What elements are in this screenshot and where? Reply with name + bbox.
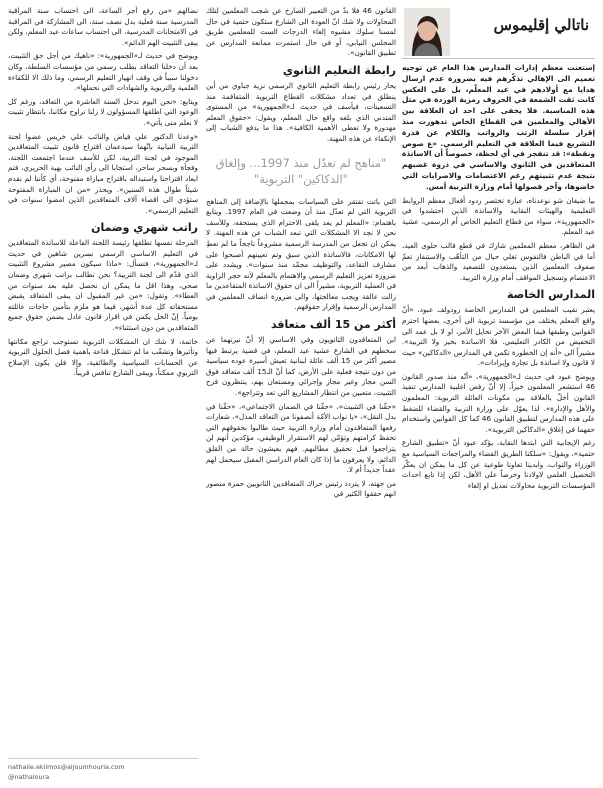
author-box	[402, 6, 595, 59]
body-paragraph: «وعدنا الدكتور علي فياض والنائب علي خريس عضوا لجنة التربية النيابية بانّهما سيدعمان اقتراح قانون تثبيت المتعاقدين الموجود في لجنة التربية، لكن للأسف عندما اجتمعت اللجنة، وفجأة وبسحر ساحر، استجابا الى رأي النائب بهية الحريري، فتم ابعاد اقتراحنا واستبداله باقتراح مباراة مفتوحة، أي كأننا لم نقدم شيئاً طوال هذه السنين». ويحذر «من ان المباراة المفتوحة ستؤدي الى اقصاء آلاف المتعاقدين الذين امضوا سنوات في التعليم الرسمي».	[8, 131, 198, 215]
author-email[interactable]: nathalie.eklimos@aljoumhouria.com	[8, 763, 125, 771]
author-twitter[interactable]: @nathaloura	[8, 773, 50, 781]
column-left	[8, 6, 198, 782]
body-paragraph: خاتمة، لا شك ان المشكلات التربوية تستوجب تراجع مكانتها وتأثيرها وتشعّب ما لم تتشكل قناعة باهمية فصل الحلول التربوية عن الحسابات السياسية والطائفية، وإلا فلن يكون الإصلاح التربوي ممكناً، ويبقى الشارع تنافس قريباً.	[8, 336, 198, 378]
section-heading: رابطة التعليم الثانوي	[282, 63, 396, 77]
body-paragraph: المرحلة نفسها تطلقها رئيسة اللجنة الفاعلة للاساتذة المتعاقدين في التعليم الاساسي الرسمي نسرين شاهين في حديث لـ«الجمهورية»، فتسأل: «ماذا سيكون مصير مشروع التثبيت الذي قدّم الى لجنة التربية؟ نحن نطالب براتب شهري وضمان صحي، وهذا اقل ما يمكن ان نحصل عليه بعد سنوات من العطاء». وتقول: «من غير المقبول ان يبقى المتعاقد يقبض مستحقاته كل عدة أشهر، فيما هو ملزم بتأمين حاجات عائلته يومياً. إنّ الحل يكمن في اقرار قانون عادل يضمن حقوق جميع المتعاقدين من دون استثناء».	[8, 238, 198, 333]
lead-paragraph	[402, 63, 595, 193]
section-heading: أكثر من 15 ألف متعاقد	[270, 318, 396, 332]
newspaper-page	[8, 6, 595, 782]
body-paragraph: التي باتت تفتقر على السياسات بمجملها بالإضافة إلى المناهج التربوية التي لم تعدّل منذ أن وضعت في العام 1997. ويتابع باهتمام: «المعلم لم يعد يلقى الاحترام الذي يستحقه، وللأسف نحن لا نجد الا المشكلات التي تبعد الشباب عن هذه المهنة. لا يمكن ان نجعل من المدرسة الرسمية مشروعاً ناجحاً ما لم نعطِ لها الامكانات، فالاساتذة الذين سبق وتم تعيينهم أصبحوا على مشارف التقاعد، والتوظيف مجمّد منذ سنوات». ويشدد على ضرورة تعزيز التعليم الرسمي والاهتمام بالمعلم لأنه حجر الزاوية في العملية التربوية، مشيراً الى ان حقوق الاساتذة المتقاعدين ما زالت عالقة ويجب معالجتها، والى ضرورة انصاف المعلمين في المدارس الرسمية وإقرار حقوقهم.	[206, 196, 396, 312]
column-middle	[206, 6, 396, 782]
body-paragraph: نضالهم «من رفع أجر الساعة، الى احتساب سنة المراقبة المدرسية سنة فعلية بدل نصف سنة، الى المشاركة في المراقبة في الامتحانات المدرسية، الى احتساب ساعات عيد المعلم، ولكن يبقى التثبيت الهم الدائم».	[8, 6, 198, 47]
body-paragraph: من جهته، لا يتردد رئيس حراك المتعاقدين الثانويين حمزة منصور انهم حققوا الكثير في	[206, 478, 396, 499]
body-paragraph: رغم الإيجابية التي ابتدها النقابة، يؤكد عبود أنّ «تطبيق الشارع حتمية»، ويقول: «سلكنا الطريق القضاء والمراجعات السياسية مع الوزراء والنواب، وابدينا تعاونا طوعية عن كل ما يمكن ان يعكّر التحصيل العلمي لاولادنا وحرصاً على الأهل، لكن إذا تابع احداث المؤسسات التربوية محاولات تعديل او إلغاء	[402, 438, 595, 490]
body-paragraph: القانون 46 فلا بدّ من التعبير الصارخ عن شجب المعلمين لتلك المحاولات ولا شك انّ العودة الى الشارع ستكون حتمية في حال لمسنا سلوك مشبوه إلغاء الدرجات الست للمعلمين طريق المجلس النيابي، أو في حال استمرت ممانعة المدارس عن تطبيق القانون».	[206, 6, 396, 58]
column-right	[402, 6, 595, 782]
right-column-text	[402, 196, 595, 492]
author-portrait	[404, 8, 450, 56]
body-paragraph: ويوضح عبود في حديث لـ«الجمهورية»، «أنّه منذ صدور القانون 46 استشعر المعلمون خيراً، إلا أنّ رفض اغلبية المدارس تنفيذ القانون أخلّ بالعلاقة بين مكونات العائلة التربوية: المعلمون والأهل والإدارة». لذا يعوّل على وزارة التربية والقضاء للضغط على هذه المدارس لتطبيق القانون 46 كما كل القوانين واستخدام حقهما في إغلاق «الدكاكين التربوية».	[402, 371, 595, 434]
body-paragraph: ويتابع: «نحن اليوم ندخل السنة العاشرة من التعاقد، ورغم كل الوعود التي اطلقها المسؤولون لا زلنا نراوح مكاننا، بانتظار تثبيت لا نعلم متى يأتي».	[8, 96, 198, 127]
body-paragraph: ويوضح في حديث لـ«الجمهورية»: «ناهيك من أجل حق التثبيت، بعد أن دخلنا التعاقد بطلب رسمي من مؤسسات السلطة، وكان دخولنا سبباً في وقف انهيار التعليم الرسمي، وما ذلك الا للكفاءة العلمية والتربوية والشهادات التي نحملها».	[8, 51, 198, 93]
body-paragraph: يحار رئيس رابطة التعليم الثانوي الرسمي نزيه جباوي من أين ينطلق في تعداد مشكلات القطاع التربوية المتفاقمة منذ التسعينات، فيأسف في حديث لـ«الجمهورية» من المستوى المتدني الذي بلغه واقع حال المعلم، ويقول: «حقوق المعلم مهدورة ولا تعطى الأهمية الكافية». هذا ما يدفع الشباب إلى الإنكفاء عن هذه المهنة.	[206, 80, 396, 143]
body-paragraph: يعتبر نقيب المعلمين في المدارس الخاصة رودولف عبود، «أنّ واقع المعلم يختلف من مؤسسة تربوية الى أخرى، بعضها احترم القوانين وطبقها فيما البعض الآخر تحايل الأمر، او لا بل عمد الى التخفيض من الكادر التعليمي. فلا الاساتذة بخير ولا التربية». مشيراً الى «أنه إن الخطورة تكمن في المدارس «الدكاكين» حيث لا قانون ولا اساتذة بل تجارة وإيرادات».	[402, 305, 595, 368]
pull-quote: "مناهج لم تعدّل منذ 1997... وإلغاق "الدكاكين" التربوية"	[215, 155, 387, 186]
middle-column-text	[206, 6, 396, 500]
left-column-text	[8, 6, 198, 379]
body-paragraph: «حقّنا في التثبيت»، «حقّنا في الضمان الاجتماعي»، «حقّنا في بدل النقل»، «يا نواب الأمّة أنصفونا من التعاقد المذل»، شعارات رفعها المتعاقدون أمام وزارة التربية حيث طالبوا بحقوقهم التي تحفظ كرامتهم وتؤمّن لهم الاستقرار الوظيفي، مؤكدين أنهم لن يتراجعوا قبل تحقيق مطالبهم. فهم يعيشون حالة من القلق الدائم، ولا يعرفون ما إذا كان العام الدراسي المقبل سيحمل لهم عقداً جديداً أم لا.	[206, 401, 396, 475]
body-paragraph: بيا ضيغان شو نوعدناه، عبارة تختصر ردود أفعال معظم الروابط التعليمية والهيئات النقابية والاساتذة الذين احتشدوا في «الجمهورية»، سواء من قطاع التعليم الخاص أم الرسمي، عشية عيد المعلم.	[402, 195, 595, 237]
author-contact	[8, 758, 198, 782]
body-paragraph: ابن المتعاقدون الثانويون وفي الاساسي إلا أنّ نبرتهما عن سخطهم في الشارع عشية عيد المعلم، في قضية يرتبط فيها مصير أكثر من 15 ألف عائلة لبنانية تعيش أسيرة عوده سياسية من دون نتيجة فعلية على الأرض، كما أنّ الـ15 ألف متعاقد فوق السن مجاز وغير مجاز وإجرائي ومستعان بهم، ينتظرون فرح التثبيت، متعبين من انتظار المشاريع التي تعد وتتراجع».	[206, 335, 396, 398]
section-heading: المدارس الخاصة	[507, 288, 595, 302]
lead-text: إستغنت معظم إدارات المدارس هذا العام عن توجيه تعميم الى الإهالي تذكّرهم فيه بضرورة عدم ارسال هدايا مع أولادهم في عيد المعلّم، بل على العكس كانت ثقت الشمعة في الحروف رمزية الوردة في مثل هذه المناسبة. فلا يخفى على احد ان العلاقة بين الأهالي والمعلمين في القطاع الخاص تدهورت منذ إقرار سلسلة الرتب والرواتب والكلام عن قدرة التشريع فيما العلاقة في التعليم الرسمي. «ع صوص ونقطة»: قد تنفجر في أي لحظة، خصوصاً أن الاساتذة المتعاقدين في الثانوي والاساسي في ذروة غضبهم نتيجة عدم تثبيتهم رغم الاعتصامات والاضرابات التي خاضوها، وآخر فصولها أمام وزارة التربية أمس.	[402, 63, 595, 191]
body-paragraph: في الظاهر، معظم المعلمين شارك في قطع قالب حلوى العيد، أما في الباطن فالنفوس تغلي حيال من التأهّب والاستنفار تعمّ صفوف المعلمين الذين يستعدون للتصعيد والذهاب أبعد من الاعتصام وتسجيل المواقف أمام وزارة التربية.	[402, 240, 595, 282]
section-heading: راتب شهري وضمان	[91, 221, 198, 235]
author-name: ناتالي إقليموس	[493, 16, 589, 34]
